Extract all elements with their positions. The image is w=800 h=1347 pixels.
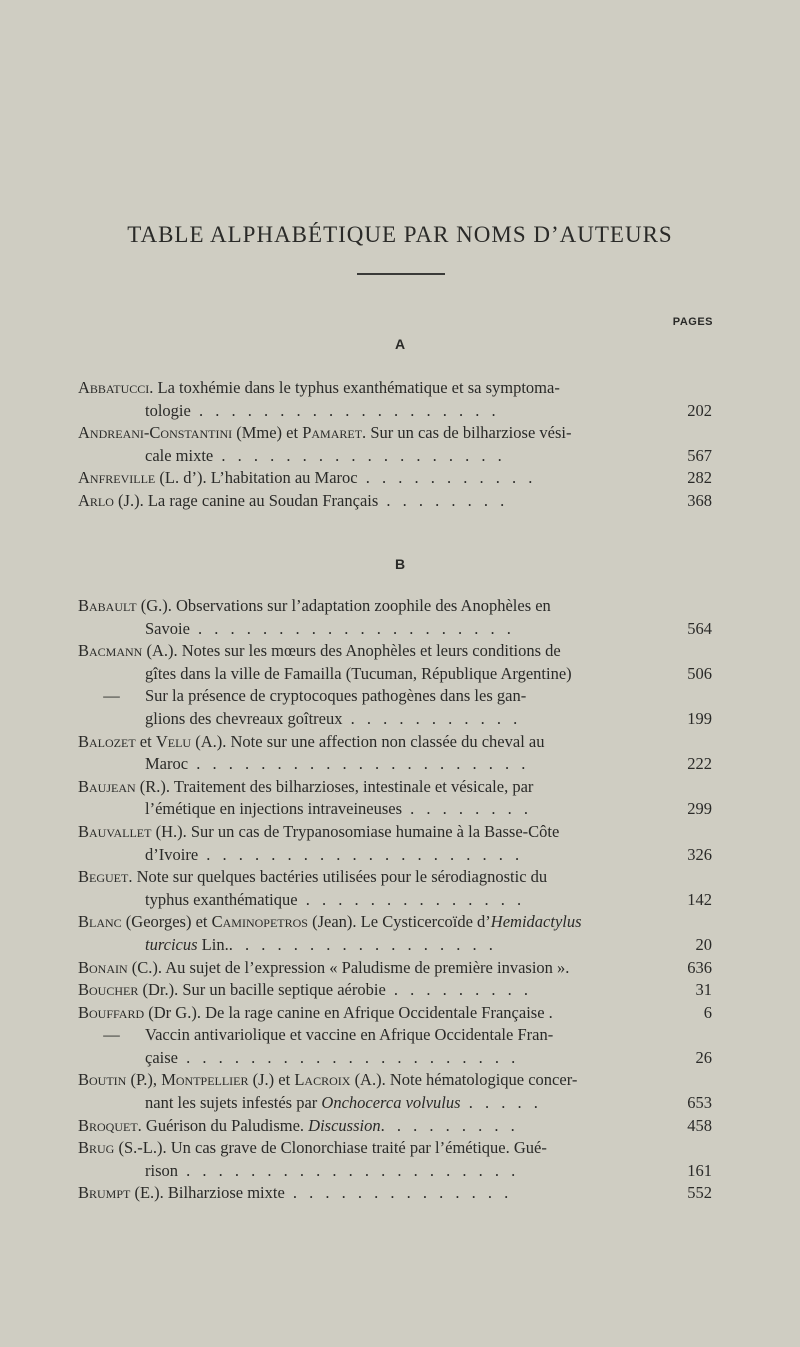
- leader-dots: . . . . . . . . .: [380, 1115, 519, 1135]
- author-name: Brug: [78, 1138, 115, 1158]
- author-name: Montpellier: [161, 1070, 249, 1090]
- entry-text: (J.). La rage canine au Soudan Français: [113, 490, 379, 510]
- leader-dots: . . . . . . . . .: [385, 980, 533, 1000]
- author-name: Abbatucci.: [78, 378, 154, 397]
- author-name: Arlo: [78, 490, 114, 510]
- leader-dots: . . . . . . . .: [378, 490, 509, 510]
- page-number: 31: [695, 980, 712, 1000]
- section-letter-b: B: [394, 556, 406, 572]
- leader-dots: . . . . . . . . . . . . . . . . . . . .: [198, 844, 524, 864]
- entry-text: Sur un cas de bilharziose vési-: [366, 423, 572, 443]
- index-line: [78, 1047, 712, 1070]
- index-line: [78, 467, 712, 490]
- entry-text: typhus exanthématique: [145, 889, 298, 909]
- italic-text: Onchocerca volvulus: [321, 1093, 461, 1113]
- author-name: Lacroix: [294, 1070, 351, 1090]
- index-line: [78, 866, 712, 889]
- index-line: [78, 1160, 712, 1183]
- index-line: [78, 753, 712, 776]
- entry-text: Savoie: [145, 618, 190, 638]
- author-name: Baujean: [78, 776, 136, 796]
- entry-text: gîtes dans la ville de Famailla (Tucuman, République Argentine): [145, 663, 572, 683]
- author-name: Bonain: [78, 957, 128, 977]
- entry-text: rison: [145, 1160, 178, 1180]
- index-line: [78, 377, 712, 400]
- entry-text: l’émétique en injections intraveineuses: [145, 799, 403, 819]
- entry-text: (A.). Note hématologique concer-: [350, 1070, 578, 1090]
- entry-text: (A.). Notes sur les mœurs des Anophèles et leurs conditions de: [142, 641, 561, 661]
- index-line: [78, 1092, 712, 1115]
- entry-text: (S.-L.). Un cas grave de Clonorchiase traité par l’émétique. Gué-: [114, 1138, 547, 1158]
- section-b-entries: [78, 595, 712, 1205]
- page-number: 567: [687, 445, 712, 465]
- page-number: 564: [687, 618, 712, 638]
- index-line: [78, 889, 712, 912]
- author-name: Brumpt: [78, 1183, 131, 1203]
- entry-text: Sur la présence de cryptocoques pathogènes dans les gan-: [145, 686, 527, 706]
- index-line: [78, 663, 712, 686]
- page-number: 368: [687, 490, 712, 510]
- author-name: Broquet.: [78, 1115, 142, 1135]
- index-line: [78, 1069, 712, 1092]
- leader-dots: . . . . . . . . . . . . . . . . . .: [213, 445, 506, 465]
- entry-text: (Mme) et: [232, 423, 303, 443]
- entry-text: Note sur quelques bactéries utilisées pour le sérodiagnostic du: [132, 867, 548, 887]
- section-a-entries: [78, 377, 712, 513]
- page-title: TABLE ALPHABÉTIQUE PAR NOMS D’AUTEURS: [127, 222, 673, 247]
- entry-text: Vaccin antivariolique et vaccine en Afrique Occidentale Fran-: [145, 1025, 554, 1045]
- italic-text: Discussion: [308, 1115, 381, 1135]
- entry-text: (Jean). Le Cysticercoïde d’: [307, 912, 491, 932]
- leader-dots: . . . . . . . . . . . . . . . . . . . . .: [188, 754, 530, 774]
- page-number: 299: [687, 799, 712, 819]
- author-name: Bouffard: [78, 1002, 145, 1022]
- entry-text: Lin.: [197, 934, 229, 954]
- author-name: Andreani-Constantini: [78, 423, 233, 443]
- section-letter-a: A: [394, 336, 406, 352]
- author-name: Balozet: [78, 731, 136, 751]
- entry-text: glions des chevreaux goîtreux: [145, 708, 343, 728]
- dash-mark: —: [103, 686, 120, 706]
- index-line: [78, 731, 712, 754]
- index-line: [78, 422, 712, 445]
- page-number: 282: [687, 468, 712, 488]
- dash-mark: —: [103, 1025, 120, 1045]
- index-line: [78, 798, 712, 821]
- leader-dots: . . . . . . . . . . . . . . . . . . . . .: [177, 1047, 520, 1067]
- page-number: 161: [687, 1160, 712, 1180]
- entry-text: cale mixte: [145, 445, 214, 465]
- italic-text: turcicus: [145, 934, 198, 954]
- entry-text: (R.). Traitement des bilharzioses, intestinale et vésicale, par: [135, 776, 534, 796]
- page-number: 458: [687, 1115, 712, 1135]
- entry-text: (Dr.). Sur un bacille septique aérobie: [138, 980, 386, 1000]
- page-number: 202: [687, 400, 712, 420]
- leader-dots: . . . . . . . . . . . . . . . . . . .: [190, 400, 500, 420]
- index-line: [78, 400, 712, 423]
- page-number: 222: [687, 754, 712, 774]
- leader-dots: . . . . . . . . . . . . . . . . . . . . .: [178, 1160, 520, 1180]
- page-number: 653: [687, 1093, 712, 1113]
- index-line: [78, 595, 712, 618]
- index-line: [78, 979, 712, 1002]
- entry-text: Maroc: [145, 754, 189, 774]
- leader-dots: . . . . . . . . . . . . . .: [284, 1183, 513, 1203]
- page-number: 199: [687, 708, 712, 728]
- entry-text: (J.) et: [248, 1070, 295, 1090]
- entry-text: La toxhémie dans le typhus exanthématique et sa symptoma-: [153, 378, 560, 397]
- leader-dots: . . . . . . . . . . . . . . . . . . . .: [189, 618, 515, 638]
- author-name: Bacmann: [78, 641, 143, 661]
- leader-dots: . . . . . . . . . . .: [357, 468, 537, 488]
- index-line: [78, 1182, 712, 1205]
- index-line: [78, 844, 712, 867]
- index-line: [78, 934, 712, 957]
- entry-text: (Georges) et: [121, 912, 212, 932]
- page-number: 6: [703, 1002, 712, 1022]
- index-line: [78, 708, 712, 731]
- leader-dots: . . . . . . . . . . . . . . . . .: [228, 934, 497, 954]
- page-number: 142: [687, 889, 712, 909]
- entry-text: (E.). Bilharziose mixte: [130, 1183, 285, 1203]
- index-line: [78, 445, 712, 468]
- author-name: Anfreville: [78, 468, 156, 488]
- index-line: [78, 618, 712, 641]
- page-number: 20: [695, 934, 712, 954]
- title-rule: [357, 273, 445, 275]
- entry-text: Guérison du Paludisme.: [141, 1115, 309, 1135]
- page-number: 636: [687, 957, 712, 977]
- entry-text: et: [135, 731, 156, 751]
- author-name: Pamaret.: [302, 423, 367, 443]
- page-number: 26: [695, 1047, 712, 1067]
- author-name: Beguet.: [78, 867, 133, 887]
- index-line: [78, 957, 712, 980]
- leader-dots: . . . . . . . .: [402, 799, 533, 819]
- entry-text: (A.). Note sur une affection non classée du cheval au: [191, 731, 545, 751]
- index-line: [78, 1115, 712, 1138]
- pages-column-label: PAGES: [672, 316, 713, 328]
- entry-text: (Dr G.). De la rage canine en Afrique Occidentale Française .: [144, 1002, 553, 1022]
- index-line: [78, 685, 712, 708]
- index-line: [78, 640, 712, 663]
- leader-dots: . . . . . . . . . . .: [342, 708, 522, 728]
- author-name: Boucher: [78, 980, 139, 1000]
- author-name: Babault: [78, 596, 137, 615]
- page-number: 552: [687, 1183, 712, 1203]
- index-line: [78, 1137, 712, 1160]
- author-name: Boutin: [78, 1070, 127, 1090]
- index-line: [78, 490, 712, 513]
- author-name: Bauvallet: [78, 821, 152, 841]
- entry-text: (C.). Au sujet de l’expression « Paludisme de première invasion ».: [127, 957, 570, 977]
- entry-text: çaise: [145, 1047, 178, 1067]
- entry-text: (P.),: [126, 1070, 162, 1090]
- author-name: Caminopetros: [211, 912, 308, 932]
- leader-dots: . . . . .: [460, 1093, 542, 1113]
- author-name: Velu: [155, 731, 192, 751]
- author-name: Blanc: [78, 912, 122, 932]
- entry-text: (L. d’). L’habitation au Maroc: [155, 468, 358, 488]
- page-number: 506: [687, 663, 712, 683]
- index-line: [78, 821, 712, 844]
- page-number: 326: [687, 844, 712, 864]
- entry-text: tologie: [145, 400, 191, 420]
- entry-text: d’Ivoire: [145, 844, 199, 864]
- leader-dots: . . . . . . . . . . . . . .: [297, 889, 526, 909]
- index-line: [78, 911, 712, 934]
- index-line: [78, 1002, 712, 1025]
- entry-text: (H.). Sur un cas de Trypanosomiase humaine à la Basse-Côte: [151, 821, 560, 841]
- entry-text: nant les sujets infestés par: [145, 1093, 322, 1113]
- italic-text: Hemidactylus: [490, 912, 582, 932]
- entry-text: (G.). Observations sur l’adaptation zoophile des Anophèles en: [136, 596, 551, 615]
- index-line: [78, 776, 712, 799]
- index-line: [78, 1024, 712, 1047]
